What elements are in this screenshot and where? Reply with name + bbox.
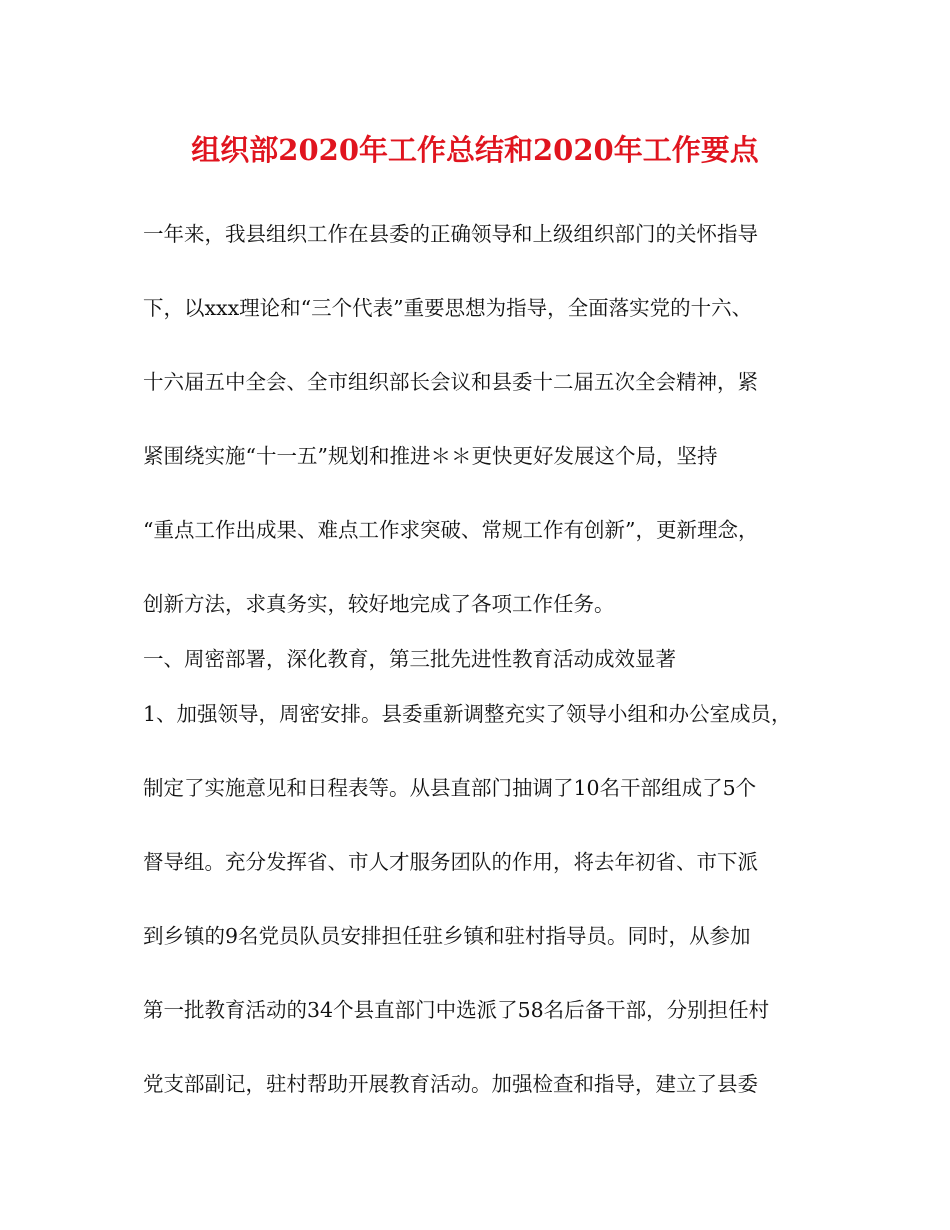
body-line: 1、加强领导，周密安排。县委重新调整充实了领导小组和办公室成员，	[143, 702, 792, 726]
body-line: “重点工作出成果、难点工作求突破、常规工作有创新”，更新理念，	[143, 518, 759, 542]
body-line: 到乡镇的9名党员队员安排担任驻乡镇和驻村指导员。同时，从参加	[143, 924, 751, 948]
document-title: 组织部2020年工作总结和2020年工作要点	[191, 133, 759, 167]
body-line: 创新方法，求真务实，较好地完成了各项工作任务。	[143, 592, 615, 616]
body-line: 下，以xxx理论和“三个代表”重要思想为指导，全面落实党的十六、	[143, 296, 753, 320]
body-line: 十六届五中全会、全市组织部长会议和县委十二届五次全会精神，紧	[143, 370, 758, 394]
body-line: 一年来，我县组织工作在县委的正确领导和上级组织部门的关怀指导	[143, 222, 758, 246]
body-line: 督导组。充分发挥省、市人才服务团队的作用，将去年初省、市下派	[143, 850, 758, 874]
body-line: 党支部副记，驻村帮助开展教育活动。加强检查和指导，建立了县委	[143, 1072, 758, 1096]
body-line: 制定了实施意见和日程表等。从县直部门抽调了10名干部组成了5个	[143, 776, 757, 800]
body-line: 紧围绕实施“十一五”规划和推进＊＊更快更好发展这个局，坚持	[143, 444, 718, 468]
body-line: 第一批教育活动的34个县直部门中选派了58名后备干部，分别担任村	[143, 998, 770, 1022]
section-heading: 一、周密部署，深化教育，第三批先进性教育活动成效显著	[143, 647, 676, 671]
